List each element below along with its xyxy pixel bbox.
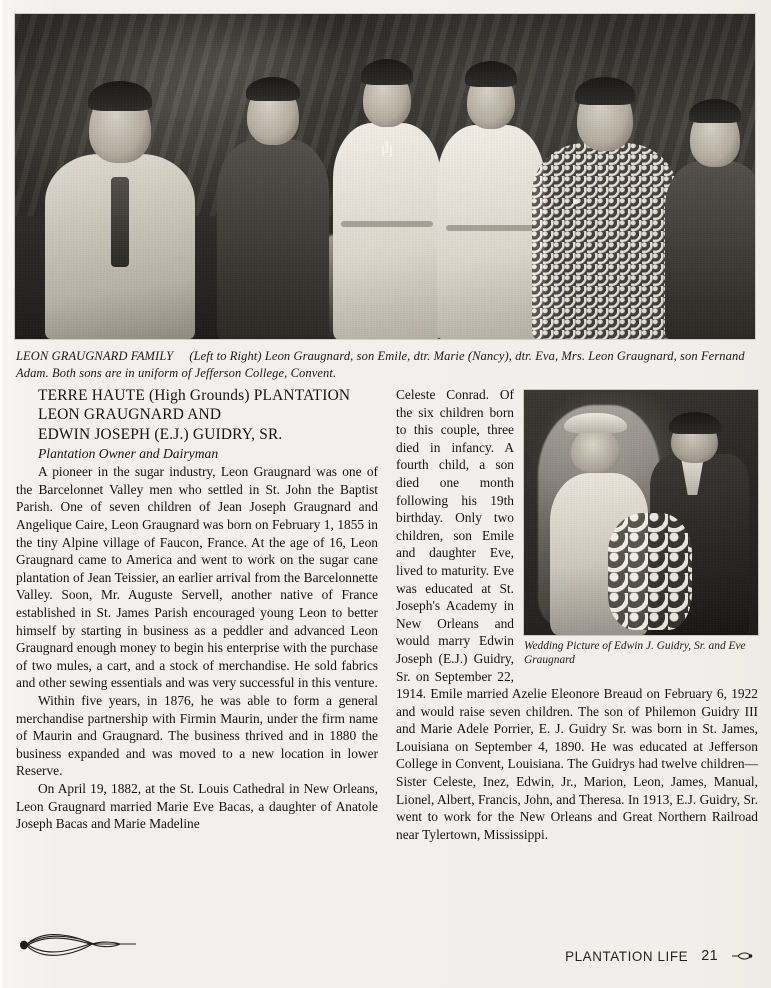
family-photo-caption-lead: LEON GRAUGNARD FAMILY [16,349,174,363]
footer-right-group [565,948,753,964]
left-text-column [16,386,378,833]
paragraph: On April 19, 1882, at the St. Louis Cathedral in New Orleans, Leon Graugnard married Marie Eve Bacas, a daughter of Anatole Joseph Bacas and Marie Madeline [16,780,378,832]
wedding-photo [524,390,758,635]
page-number: 21 [701,948,718,964]
ornament-dot [20,941,28,950]
small-leaf-ornament [731,950,753,962]
family-photo-caption-body: (Left to Right) Leon Graugnard, son Emile, dtr. Marie (Nancy), dtr. Eva, Mrs. Leon Graugnard, son Fernand Adam. Both sons are in uniform of Jefferson College, Convent. [16,349,745,380]
family-photo-caption [16,348,758,382]
family-photo [15,14,755,339]
leaf-flourish-ornament [14,924,142,966]
article-heading-line-1: TERRE HAUTE (High Grounds) PLANTATION [38,387,351,404]
paragraph: A pioneer in the sugar industry, Leon Graugnard was one of the Barcelonnet Valley men who settled in St. John the Baptist Parish. One of seven children of Jean Joseph Graugnard and Angelique Caire, Leon Graugnard was born on February 1, 1855 in the tiny Alpine village of Faucon, France. At the age of 16, Leon Graugnard came to America and went to work on the sugar cane plantation of Jean Teissier, an earlier arrival from the Barcelonnette Valley. Soon, Mr. Auguste Servell, another native of France established in St. James Parish encouraged young Leon to better himself by starting in business as a peddler and advanced Leon Graugnard enough money to begin his enterprise with the purchase of two mules, a cart, and a stock of merchandise. He sold fabrics and other sewing essentials and was very successful in this venture. [16,464,378,691]
paragraph: Within five years, in 1876, he was able to form a general merchandise partnership with Firmin Maurin, under the firm name of Maurin and Graugnard. The business thrived and in 1880 the business expanded and was moved to a new location in lower Reserve. [16,692,378,779]
paragraph: Celeste Conrad. Of the six children born to this couple, three died in infancy. A fourth child, a son died one month following his 19th birthday. Only two children, son Emile and daughter Eve, lived to maturity. Eve was educated at St. Joseph's Academy in New Orleans and would marry Edwin Joseph (E.J.) Guidry, Sr. on September 22, 1914. Emile married Azelie Eleonore Breaud on February 6, 1922 and would raise seven children. The son of Philemon Guidry III and Marie Adele Porrier, E. J. Guidry Sr. was born in St. James, Louisiana on September 4, 1890. He was educated at Jefferson College in Convent, Louisiana. The Guidrys had twelve children—Sister Celeste, Inez, Edwin, Jr., Marion, Leon, James, Manual, Lionel, Albert, Francis, John, and Theresa. In 1913, E.J. Guidry, Sr. went to work for the New Orleans and Great Northern Railroad near Tylertown, Mississippi. [396,387,758,842]
article-heading-line-2: LEON GRAUGNARD AND [38,406,222,424]
article-heading-line-3: EDWIN JOSEPH (E.J.) GUIDRY, SR. [38,425,283,443]
page-footer [0,926,771,988]
scan-edge-shadow [0,0,9,988]
article-subheading: Plantation Owner and Dairyman [38,446,219,462]
photo-grain [15,14,755,339]
wedding-photo-figure [524,390,758,668]
wedding-photo-caption: Wedding Picture of Edwin J. Guidry, Sr. and Eve Graugnard [524,640,746,667]
right-text-column [396,386,758,843]
book-title-label: PLANTATION LIFE [565,948,689,964]
wedding-photo-grain [524,390,758,635]
